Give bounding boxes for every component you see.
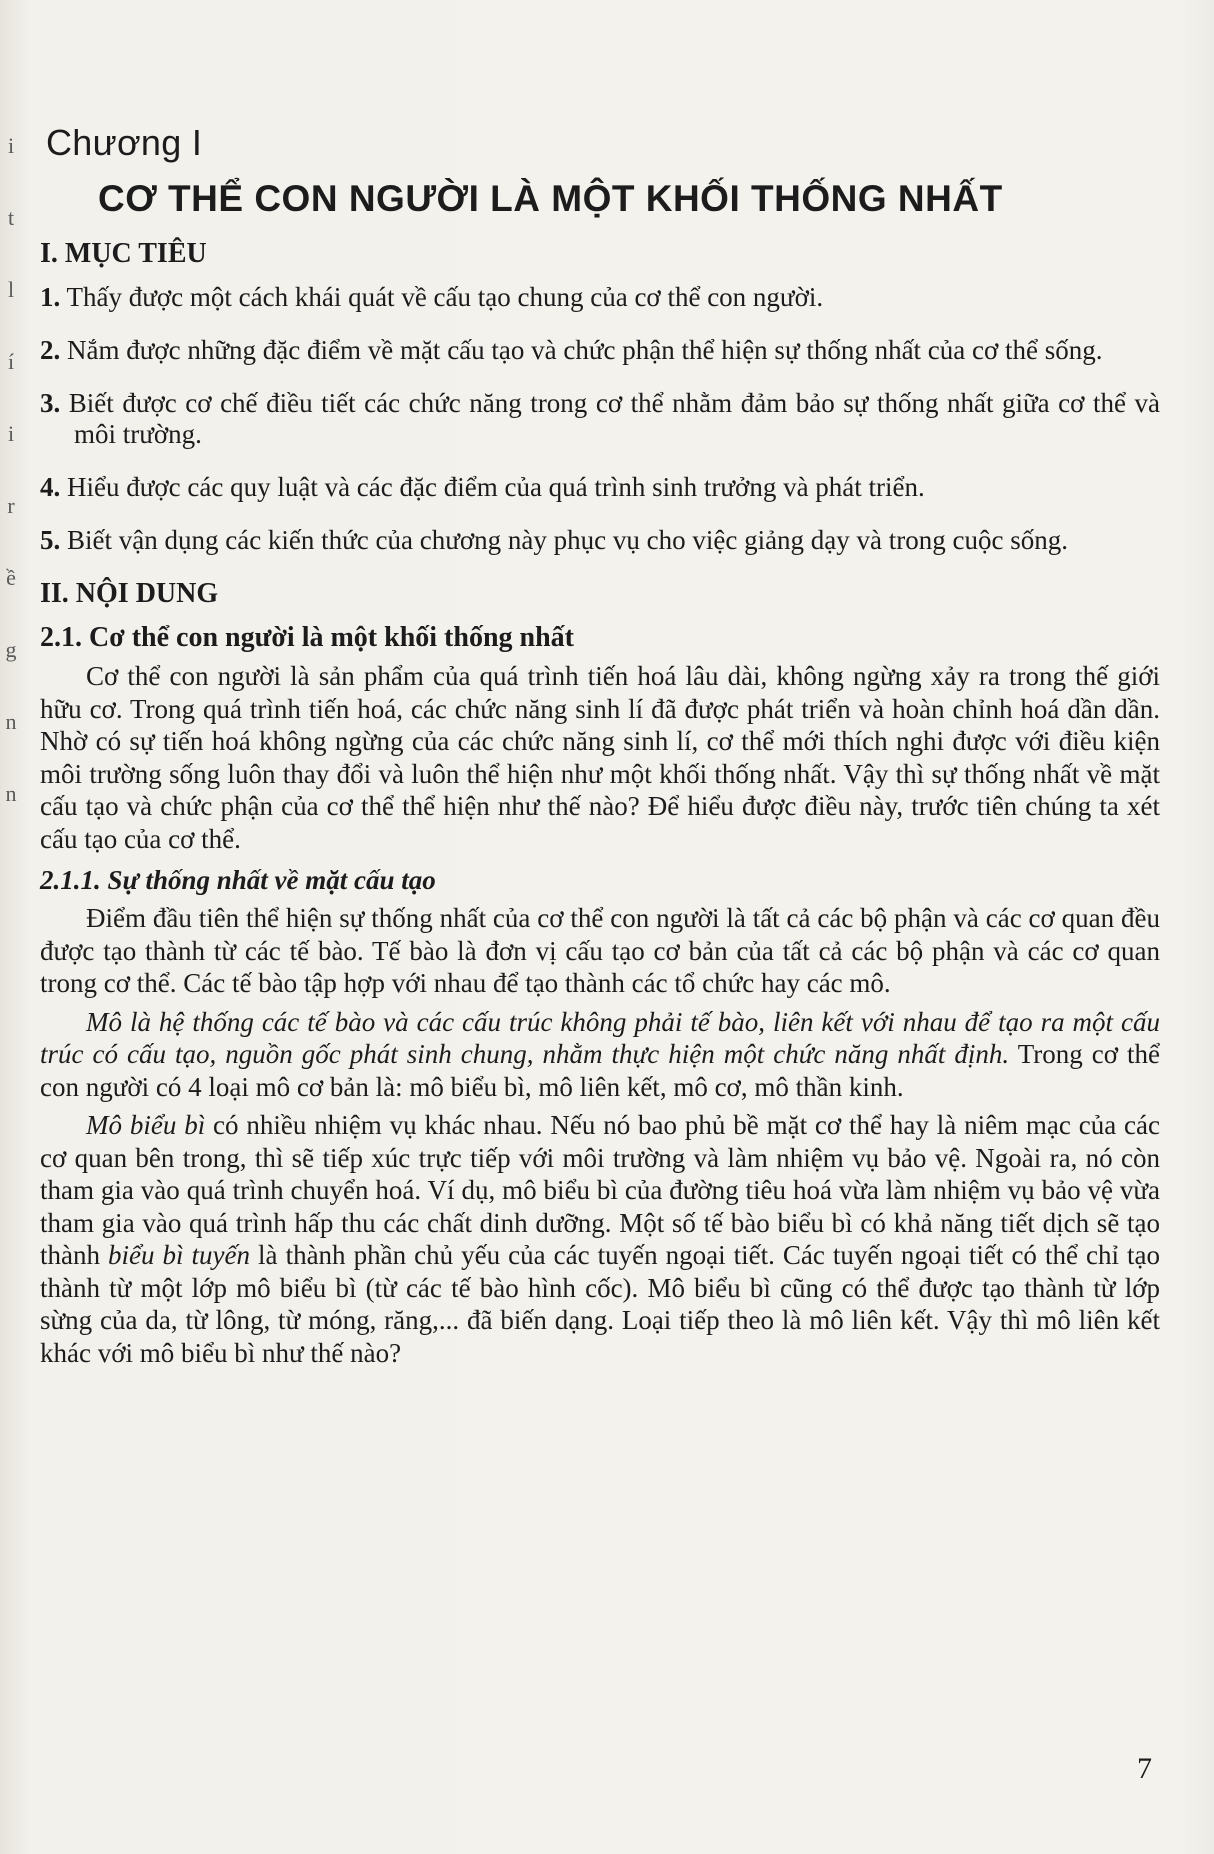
section-2-1-1-heading: 2.1.1. Sự thống nhất về mặt cấu tạo — [40, 865, 436, 895]
chapter-title: CƠ THỂ CON NGƯỜI LÀ MỘT KHỐI THỐNG NHẤT — [98, 178, 1003, 219]
objective-text: Biết được cơ chế điều tiết các chức năng trong cơ thể nhằm đảm bảo sự thống nhất giữa cơ thể và môi trường. — [68, 388, 1160, 449]
objective-number: 4. — [40, 472, 61, 502]
bleed-char: n — [5, 781, 17, 806]
bleed-char: i — [7, 421, 15, 446]
page-number: 7 — [1137, 1752, 1152, 1785]
objective-number: 3. — [40, 388, 61, 418]
paragraph-tissue-definition — [40, 1006, 1160, 1104]
bleed-char: i — [7, 133, 15, 158]
section-2-1-paragraph: Cơ thể con người là sản phẩm của quá trình tiến hoá lâu dài, không ngừng xảy ra trong thế giới hữu cơ. Trong quá trình tiến hoá, các chức năng sinh lí đã được phát triển và hoàn chỉnh hoá dần dần. Nhờ có sự tiến hoá không ngừng của các chức năng sinh lí, cơ thể mới thích nghi được với điều kiện môi trường sống luôn thay đổi và luôn thể hiện như một khối thống nhất. Vậy thì sự thống nhất về mặt cấu tạo và chức phận của cơ thể thể hiện như thế nào? Để hiểu được điều này, trước tiên chúng ta xét cấu tạo của cơ thể. — [40, 661, 1160, 854]
objective-number: 5. — [40, 525, 61, 555]
chapter-label: Chương I — [46, 122, 203, 163]
page-content — [40, 122, 1160, 1375]
facing-page-bleed — [0, 110, 22, 1110]
objective-text: Thấy được một cách khái quát về cấu tạo chung của cơ thể con người. — [66, 282, 824, 312]
objective-number: 1. — [40, 282, 61, 312]
bleed-char: t — [7, 205, 15, 230]
objectives-heading: I. MỤC TIÊU — [40, 238, 207, 269]
term-epithelium: Mô biểu bì — [86, 1110, 206, 1140]
objective-number: 2. — [40, 335, 61, 365]
section-2-1-heading: 2.1. Cơ thể con người là một khối thống nhất — [40, 622, 574, 653]
objective-text: Biết vận dụng các kiến thức của chương này phục vụ cho việc giảng dạy và trong cuộc sống. — [67, 525, 1068, 555]
objective-item — [40, 472, 1160, 503]
objective-text: Nắm được những đặc điểm về mặt cấu tạo và chức phận thể hiện sự thống nhất của cơ thể sống. — [67, 335, 1103, 365]
bleed-char: í — [7, 349, 15, 374]
objective-text: Hiểu được các quy luật và các đặc điểm của quá trình sinh trưởng và phát triển. — [67, 472, 925, 502]
tissue-types: Trong cơ thể con người có 4 loại mô cơ bản là: mô biểu bì, mô liên kết, mô cơ, mô thần kinh. — [40, 1039, 1160, 1102]
epithelium-text-b: là thành phần chủ yếu của các tuyến ngoại tiết. Các tuyến ngoại tiết có thể chỉ tạo thành từ một lớp mô biểu bì (từ các tế bào hình cốc). Mô biểu bì cũng có thể được tạo thành từ lớp sừng của da, từ lông, từ móng, răng,... đã biến dạng. Loại tiếp theo là mô liên kết. Vậy thì mô liên kết khác với mô biểu bì như thế nào? — [40, 1240, 1160, 1368]
bleed-char: g — [5, 637, 17, 662]
term-glandular-epithelium: biểu bì tuyến — [108, 1240, 251, 1270]
bleed-char: n — [5, 709, 17, 734]
objective-item — [40, 388, 1160, 450]
objectives-list — [40, 282, 1160, 556]
bleed-char: l — [7, 277, 15, 302]
paragraph-epithelium — [40, 1109, 1160, 1369]
bleed-char: ề — [6, 565, 16, 590]
epithelium-text-a: có nhiều nhiệm vụ khác nhau. Nếu nó bao phủ bề mặt cơ thể hay là niêm mạc của các cơ quan bên trong, thì sẽ tiếp xúc trực tiếp với môi trường và làm nhiệm vụ bảo vệ. Ngoài ra, nó còn tham gia vào quá trình chuyển hoá. Ví dụ, mô biểu bì của đường tiêu hoá vừa làm nhiệm vụ bảo vệ vừa tham gia vào quá trình hấp thu các chất dinh dưỡng. Một số tế bào biểu bì có khả năng tiết dịch sẽ tạo thành — [40, 1110, 1161, 1270]
objective-item — [40, 335, 1160, 366]
paragraph-cells: Điểm đầu tiên thể hiện sự thống nhất của cơ thể con người là tất cả các bộ phận và các cơ quan đều được tạo thành từ các tế bào. Tế bào là đơn vị cấu tạo cơ bản của tất cả các bộ phận và các cơ quan trong cơ thể. Các tế bào tập hợp với nhau để tạo thành các tổ chức hay các mô. — [40, 903, 1160, 998]
tissue-definition: Mô là hệ thống các tế bào và các cấu trúc không phải tế bào, liên kết với nhau để tạo ra một cấu trúc có cấu tạo, nguồn gốc phát sinh chung, nhằm thực hiện một chức năng nhất định. — [40, 1006, 1160, 1069]
bleed-char: r — [7, 493, 15, 518]
objective-item — [40, 282, 1160, 313]
objective-item — [40, 525, 1160, 556]
content-heading: II. NỘI DUNG — [40, 578, 219, 609]
